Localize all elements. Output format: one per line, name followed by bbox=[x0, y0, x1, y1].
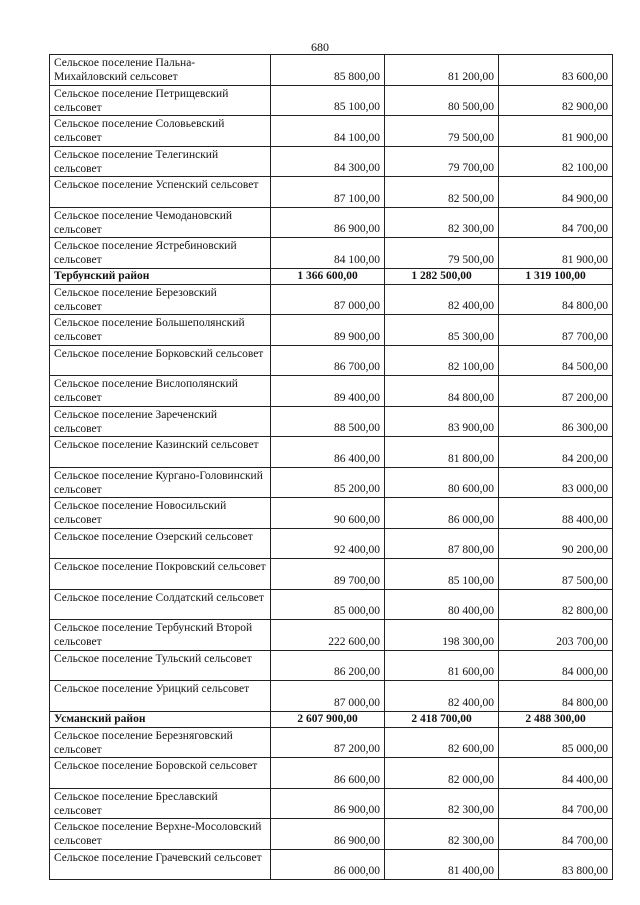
page-number: 680 bbox=[311, 40, 329, 54]
amount-year-3: 84 500,00 bbox=[499, 345, 613, 376]
amount-year-1: 87 100,00 bbox=[271, 177, 385, 208]
amount-year-3: 84 200,00 bbox=[499, 437, 613, 468]
settlement-name: Сельское поселение Пальна-Михайловский сельсовет bbox=[50, 55, 271, 86]
amount-year-2: 80 500,00 bbox=[385, 85, 499, 116]
amount-year-3: 2 488 300,00 bbox=[499, 711, 613, 727]
settlement-name: Сельское поселение Березняговский сельсовет bbox=[50, 727, 271, 758]
amount-year-3: 82 900,00 bbox=[499, 85, 613, 116]
settlement-row bbox=[50, 788, 613, 819]
settlement-name: Сельское поселение Тербунский Второй сельсовет bbox=[50, 620, 271, 651]
settlement-name: Сельское поселение Солдатский сельсовет bbox=[50, 589, 271, 620]
amount-year-2: 82 300,00 bbox=[385, 207, 499, 238]
amount-year-2: 87 800,00 bbox=[385, 528, 499, 559]
amount-year-3: 90 200,00 bbox=[499, 528, 613, 559]
budget-table-body bbox=[50, 55, 613, 880]
settlement-name: Сельское поселение Соловьевский сельсовет bbox=[50, 116, 271, 147]
settlement-name: Сельское поселение Озерский сельсовет bbox=[50, 528, 271, 559]
amount-year-2: 82 300,00 bbox=[385, 788, 499, 819]
settlement-row bbox=[50, 620, 613, 651]
settlement-row bbox=[50, 467, 613, 498]
amount-year-3: 86 300,00 bbox=[499, 406, 613, 437]
settlement-row bbox=[50, 177, 613, 208]
amount-year-3: 84 900,00 bbox=[499, 177, 613, 208]
amount-year-1: 84 300,00 bbox=[271, 146, 385, 177]
amount-year-1: 86 900,00 bbox=[271, 788, 385, 819]
settlement-name: Сельское поселение Петрищевский сельсовет bbox=[50, 85, 271, 116]
amount-year-2: 80 400,00 bbox=[385, 589, 499, 620]
amount-year-1: 87 000,00 bbox=[271, 284, 385, 315]
amount-year-1: 86 900,00 bbox=[271, 819, 385, 850]
amount-year-3: 82 800,00 bbox=[499, 589, 613, 620]
amount-year-1: 84 100,00 bbox=[271, 116, 385, 147]
settlement-row bbox=[50, 284, 613, 315]
amount-year-1: 86 000,00 bbox=[271, 849, 385, 880]
settlement-name: Сельское поселение Кургано-Головинский сельсовет bbox=[50, 467, 271, 498]
amount-year-3: 88 400,00 bbox=[499, 498, 613, 529]
settlement-row bbox=[50, 498, 613, 529]
amount-year-2: 86 000,00 bbox=[385, 498, 499, 529]
amount-year-2: 82 100,00 bbox=[385, 345, 499, 376]
district-total-row bbox=[50, 268, 613, 284]
amount-year-1: 88 500,00 bbox=[271, 406, 385, 437]
amount-year-2: 82 300,00 bbox=[385, 819, 499, 850]
amount-year-3: 83 000,00 bbox=[499, 467, 613, 498]
settlement-name: Сельское поселение Боровской сельсовет bbox=[50, 758, 271, 789]
amount-year-3: 87 200,00 bbox=[499, 376, 613, 407]
amount-year-2: 82 600,00 bbox=[385, 727, 499, 758]
district-total-row bbox=[50, 711, 613, 727]
amount-year-1: 85 800,00 bbox=[271, 55, 385, 86]
settlement-row bbox=[50, 849, 613, 880]
amount-year-1: 89 400,00 bbox=[271, 376, 385, 407]
settlement-name: Сельское поселение Березовский сельсовет bbox=[50, 284, 271, 315]
amount-year-1: 2 607 900,00 bbox=[271, 711, 385, 727]
amount-year-1: 89 700,00 bbox=[271, 559, 385, 590]
amount-year-1: 222 600,00 bbox=[271, 620, 385, 651]
amount-year-1: 86 400,00 bbox=[271, 437, 385, 468]
amount-year-1: 90 600,00 bbox=[271, 498, 385, 529]
settlement-name: Сельское поселение Бреславский сельсовет bbox=[50, 788, 271, 819]
settlement-name: Сельское поселение Борковский сельсовет bbox=[50, 345, 271, 376]
amount-year-2: 82 000,00 bbox=[385, 758, 499, 789]
amount-year-2: 81 600,00 bbox=[385, 650, 499, 681]
settlement-row bbox=[50, 116, 613, 147]
amount-year-1: 87 200,00 bbox=[271, 727, 385, 758]
settlement-name: Сельское поселение Покровский сельсовет bbox=[50, 559, 271, 590]
settlement-name: Сельское поселение Верхне-Мосоловский сельсовет bbox=[50, 819, 271, 850]
amount-year-2: 1 282 500,00 bbox=[385, 268, 499, 284]
amount-year-3: 84 000,00 bbox=[499, 650, 613, 681]
settlement-name: Сельское поселение Большеполянский сельсовет bbox=[50, 315, 271, 346]
district-name: Тербунский район bbox=[50, 268, 271, 284]
amount-year-3: 81 900,00 bbox=[499, 238, 613, 269]
amount-year-2: 85 300,00 bbox=[385, 315, 499, 346]
amount-year-3: 84 400,00 bbox=[499, 758, 613, 789]
settlement-row bbox=[50, 589, 613, 620]
amount-year-2: 79 500,00 bbox=[385, 116, 499, 147]
amount-year-2: 84 800,00 bbox=[385, 376, 499, 407]
settlement-row bbox=[50, 238, 613, 269]
district-name: Усманский район bbox=[50, 711, 271, 727]
amount-year-2: 83 900,00 bbox=[385, 406, 499, 437]
amount-year-3: 83 800,00 bbox=[499, 849, 613, 880]
budget-table bbox=[49, 54, 613, 880]
amount-year-3: 87 700,00 bbox=[499, 315, 613, 346]
settlement-row bbox=[50, 559, 613, 590]
amount-year-2: 85 100,00 bbox=[385, 559, 499, 590]
amount-year-1: 86 200,00 bbox=[271, 650, 385, 681]
amount-year-3: 87 500,00 bbox=[499, 559, 613, 590]
settlement-row bbox=[50, 437, 613, 468]
amount-year-2: 2 418 700,00 bbox=[385, 711, 499, 727]
settlement-row bbox=[50, 819, 613, 850]
amount-year-1: 86 600,00 bbox=[271, 758, 385, 789]
settlement-row bbox=[50, 207, 613, 238]
amount-year-1: 85 000,00 bbox=[271, 589, 385, 620]
amount-year-2: 79 700,00 bbox=[385, 146, 499, 177]
amount-year-2: 82 500,00 bbox=[385, 177, 499, 208]
settlement-row bbox=[50, 406, 613, 437]
amount-year-3: 82 100,00 bbox=[499, 146, 613, 177]
settlement-name: Сельское поселение Ястребиновский сельсовет bbox=[50, 238, 271, 269]
amount-year-2: 82 400,00 bbox=[385, 681, 499, 712]
settlement-row bbox=[50, 528, 613, 559]
settlement-name: Сельское поселение Вислополянский сельсовет bbox=[50, 376, 271, 407]
settlement-name: Сельское поселение Зареченский сельсовет bbox=[50, 406, 271, 437]
amount-year-1: 89 900,00 bbox=[271, 315, 385, 346]
amount-year-2: 81 400,00 bbox=[385, 849, 499, 880]
amount-year-3: 84 700,00 bbox=[499, 788, 613, 819]
settlement-name: Сельское поселение Успенский сельсовет bbox=[50, 177, 271, 208]
amount-year-3: 83 600,00 bbox=[499, 55, 613, 86]
amount-year-2: 80 600,00 bbox=[385, 467, 499, 498]
amount-year-1: 87 000,00 bbox=[271, 681, 385, 712]
settlement-name: Сельское поселение Казинский сельсовет bbox=[50, 437, 271, 468]
settlement-row bbox=[50, 55, 613, 86]
amount-year-1: 86 700,00 bbox=[271, 345, 385, 376]
settlement-row bbox=[50, 85, 613, 116]
settlement-name: Сельское поселение Новосильский сельсовет bbox=[50, 498, 271, 529]
amount-year-3: 203 700,00 bbox=[499, 620, 613, 651]
amount-year-2: 82 400,00 bbox=[385, 284, 499, 315]
settlement-row bbox=[50, 315, 613, 346]
settlement-name: Сельское поселение Чемодановский сельсовет bbox=[50, 207, 271, 238]
amount-year-1: 85 200,00 bbox=[271, 467, 385, 498]
settlement-row bbox=[50, 681, 613, 712]
settlement-row bbox=[50, 146, 613, 177]
settlement-row bbox=[50, 376, 613, 407]
settlement-row bbox=[50, 650, 613, 681]
amount-year-1: 85 100,00 bbox=[271, 85, 385, 116]
amount-year-3: 85 000,00 bbox=[499, 727, 613, 758]
amount-year-3: 84 800,00 bbox=[499, 284, 613, 315]
settlement-name: Сельское поселение Тульский сельсовет bbox=[50, 650, 271, 681]
settlement-name: Сельское поселение Урицкий сельсовет bbox=[50, 681, 271, 712]
amount-year-3: 84 700,00 bbox=[499, 819, 613, 850]
settlement-row bbox=[50, 758, 613, 789]
amount-year-1: 84 100,00 bbox=[271, 238, 385, 269]
amount-year-3: 84 700,00 bbox=[499, 207, 613, 238]
amount-year-3: 84 800,00 bbox=[499, 681, 613, 712]
amount-year-3: 81 900,00 bbox=[499, 116, 613, 147]
settlement-name: Сельское поселение Телегинский сельсовет bbox=[50, 146, 271, 177]
amount-year-2: 81 200,00 bbox=[385, 55, 499, 86]
amount-year-1: 1 366 600,00 bbox=[271, 268, 385, 284]
amount-year-2: 79 500,00 bbox=[385, 238, 499, 269]
settlement-row bbox=[50, 727, 613, 758]
amount-year-3: 1 319 100,00 bbox=[499, 268, 613, 284]
amount-year-2: 198 300,00 bbox=[385, 620, 499, 651]
amount-year-1: 92 400,00 bbox=[271, 528, 385, 559]
amount-year-2: 81 800,00 bbox=[385, 437, 499, 468]
settlement-row bbox=[50, 345, 613, 376]
amount-year-1: 86 900,00 bbox=[271, 207, 385, 238]
settlement-name: Сельское поселение Грачевский сельсовет bbox=[50, 849, 271, 880]
